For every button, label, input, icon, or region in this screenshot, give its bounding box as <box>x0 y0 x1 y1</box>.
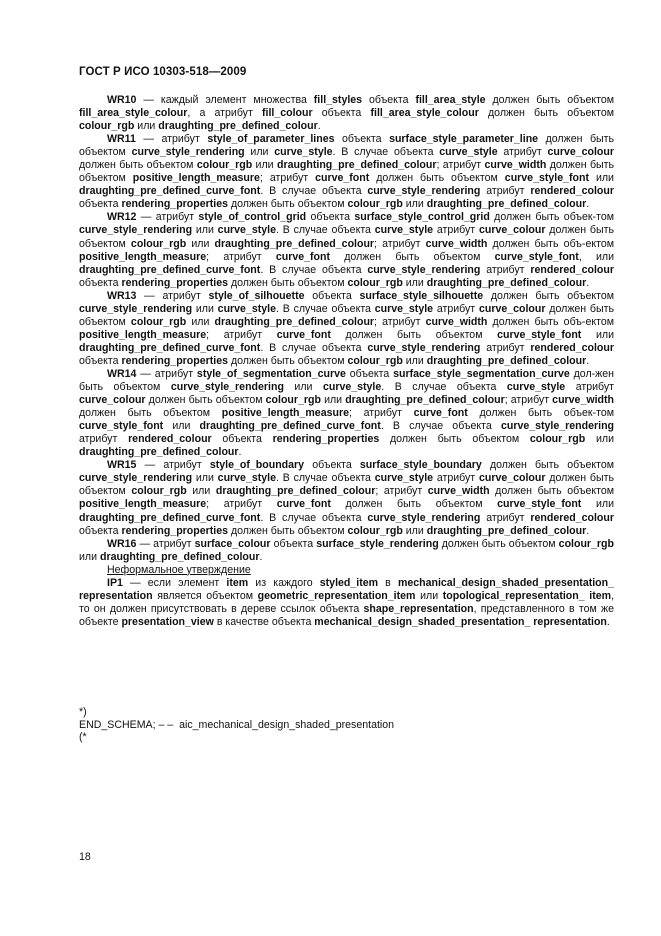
document-body <box>79 94 614 629</box>
informal-heading: Неформальное утверждение <box>107 563 251 576</box>
rule-wr16: WR16 — атрибут surface_colour объекта surface_style_rendering должен быть объектом colour_rgb или draughting_pre_defined_colour. <box>79 537 614 563</box>
rules-list <box>79 94 614 564</box>
rule-wr14: WR14 — атрибут style_of_segmentation_curve объекта surface_style_segmentation_curve дол-жен быть объектом curve_style_rendering или curve_style. В случае объекта curve_style атрибут curve_colour должен быть объектом colour_rgb или draughting_pre_defined_colour; атрибут curve_width должен быть объектом positive_length_measure; атрибут curve_font должен быть объек-том curve_style_font или draughting_pre_defined_curve_font. В случае объекта curve_style_rendering атрибут rendered_colour объекта rendering_properties должен быть объектом colour_rgb или draughting_pre_defined_colour. <box>79 367 615 459</box>
informal-rules-list <box>79 577 614 629</box>
informal-rule-ip1: IP1 — если элемент item из каждого styled_item в mechanical_design_shaded_presentation_ representation является объектом geometric_representation_item или topological_representation_ item, то он должен присутствовать в дереве ссылок объекта shape_representation, представленного в том же объекте presentation_view в качестве объекта mechanical_design_shaded_presentation_ representation. <box>79 576 615 628</box>
page-number: 18 <box>79 851 91 863</box>
comment-open: (* <box>79 731 87 744</box>
document-header: ГОСТ Р ИСО 10303-518—2009 <box>79 66 247 78</box>
rule-wr10: WR10 — каждый элемент множества fill_styles объекта fill_area_style должен быть объектом fill_area_style_colour, а атрибут fill_colour объекта fill_area_style_colour должен быть объектом colour_rgb или draughting_pre_defined_colour. <box>79 94 615 133</box>
end-schema-line: END_SCHEMA; – – aic_mechanical_design_shaded_presentation <box>79 718 395 731</box>
rule-wr11: WR11 — атрибут style_of_parameter_lines объекта surface_style_parameter_line должен быть объектом curve_style_rendering или curve_style. В случае объекта curve_style атрибут curve_colour должен быть объектом colour_rgb или draughting_pre_defined_colour; атрибут curve_width должен быть объектом positive_length_measure; атрибут curve_font должен быть объектом curve_style_font или draughting_pre_defined_curve_font. В случае объекта curve_style_rendering атрибут rendered_colour объекта rendering_properties должен быть объектом colour_rgb или draughting_pre_defined_colour. <box>79 133 615 211</box>
rule-wr13: WR13 — атрибут style_of_silhouette объекта surface_style_silhouette должен быть объектом curve_style_rendering или curve_style. В случае объекта curve_style атрибут curve_colour должен быть объектом colour_rgb или draughting_pre_defined_colour; атрибут curve_width должен быть объ-ектом positive_length_measure; атрибут curve_font должен быть объектом curve_style_font или draughting_pre_defined_curve_font. В случае объекта curve_style_rendering атрибут rendered_colour объекта rendering_properties должен быть объектом colour_rgb или draughting_pre_defined_colour. <box>79 289 615 367</box>
comment-close: *) <box>79 706 87 718</box>
schema-end <box>79 706 614 744</box>
rule-wr15: WR15 — атрибут style_of_boundary объекта surface_style_boundary должен быть объектом curve_style_rendering или curve_style. В случае объекта curve_style атрибут curve_colour должен быть объектом colour_rgb или draughting_pre_defined_colour; атрибут curve_width должен быть объектом positive_length_measure; атрибут curve_font должен быть объектом curve_style_font или draughting_pre_defined_curve_font. В случае объекта curve_style_rendering атрибут rendered_colour объекта rendering_properties должен быть объектом colour_rgb или draughting_pre_defined_colour. <box>79 459 615 537</box>
rule-wr12: WR12 — атрибут style_of_control_grid объекта surface_style_control_grid должен быть объек-том curve_style_rendering или curve_style. В случае объекта curve_style атрибут curve_colour должен быть объектом colour_rgb или draughting_pre_defined_colour; атрибут curve_width должен быть объ-ектом positive_length_measure; атрибут curve_font должен быть объектом curve_style_font, или draughting_pre_defined_curve_font. В случае объекта curve_style_rendering атрибут rendered_colour объекта rendering_properties должен быть объектом colour_rgb или draughting_pre_defined_colour. <box>79 211 614 289</box>
